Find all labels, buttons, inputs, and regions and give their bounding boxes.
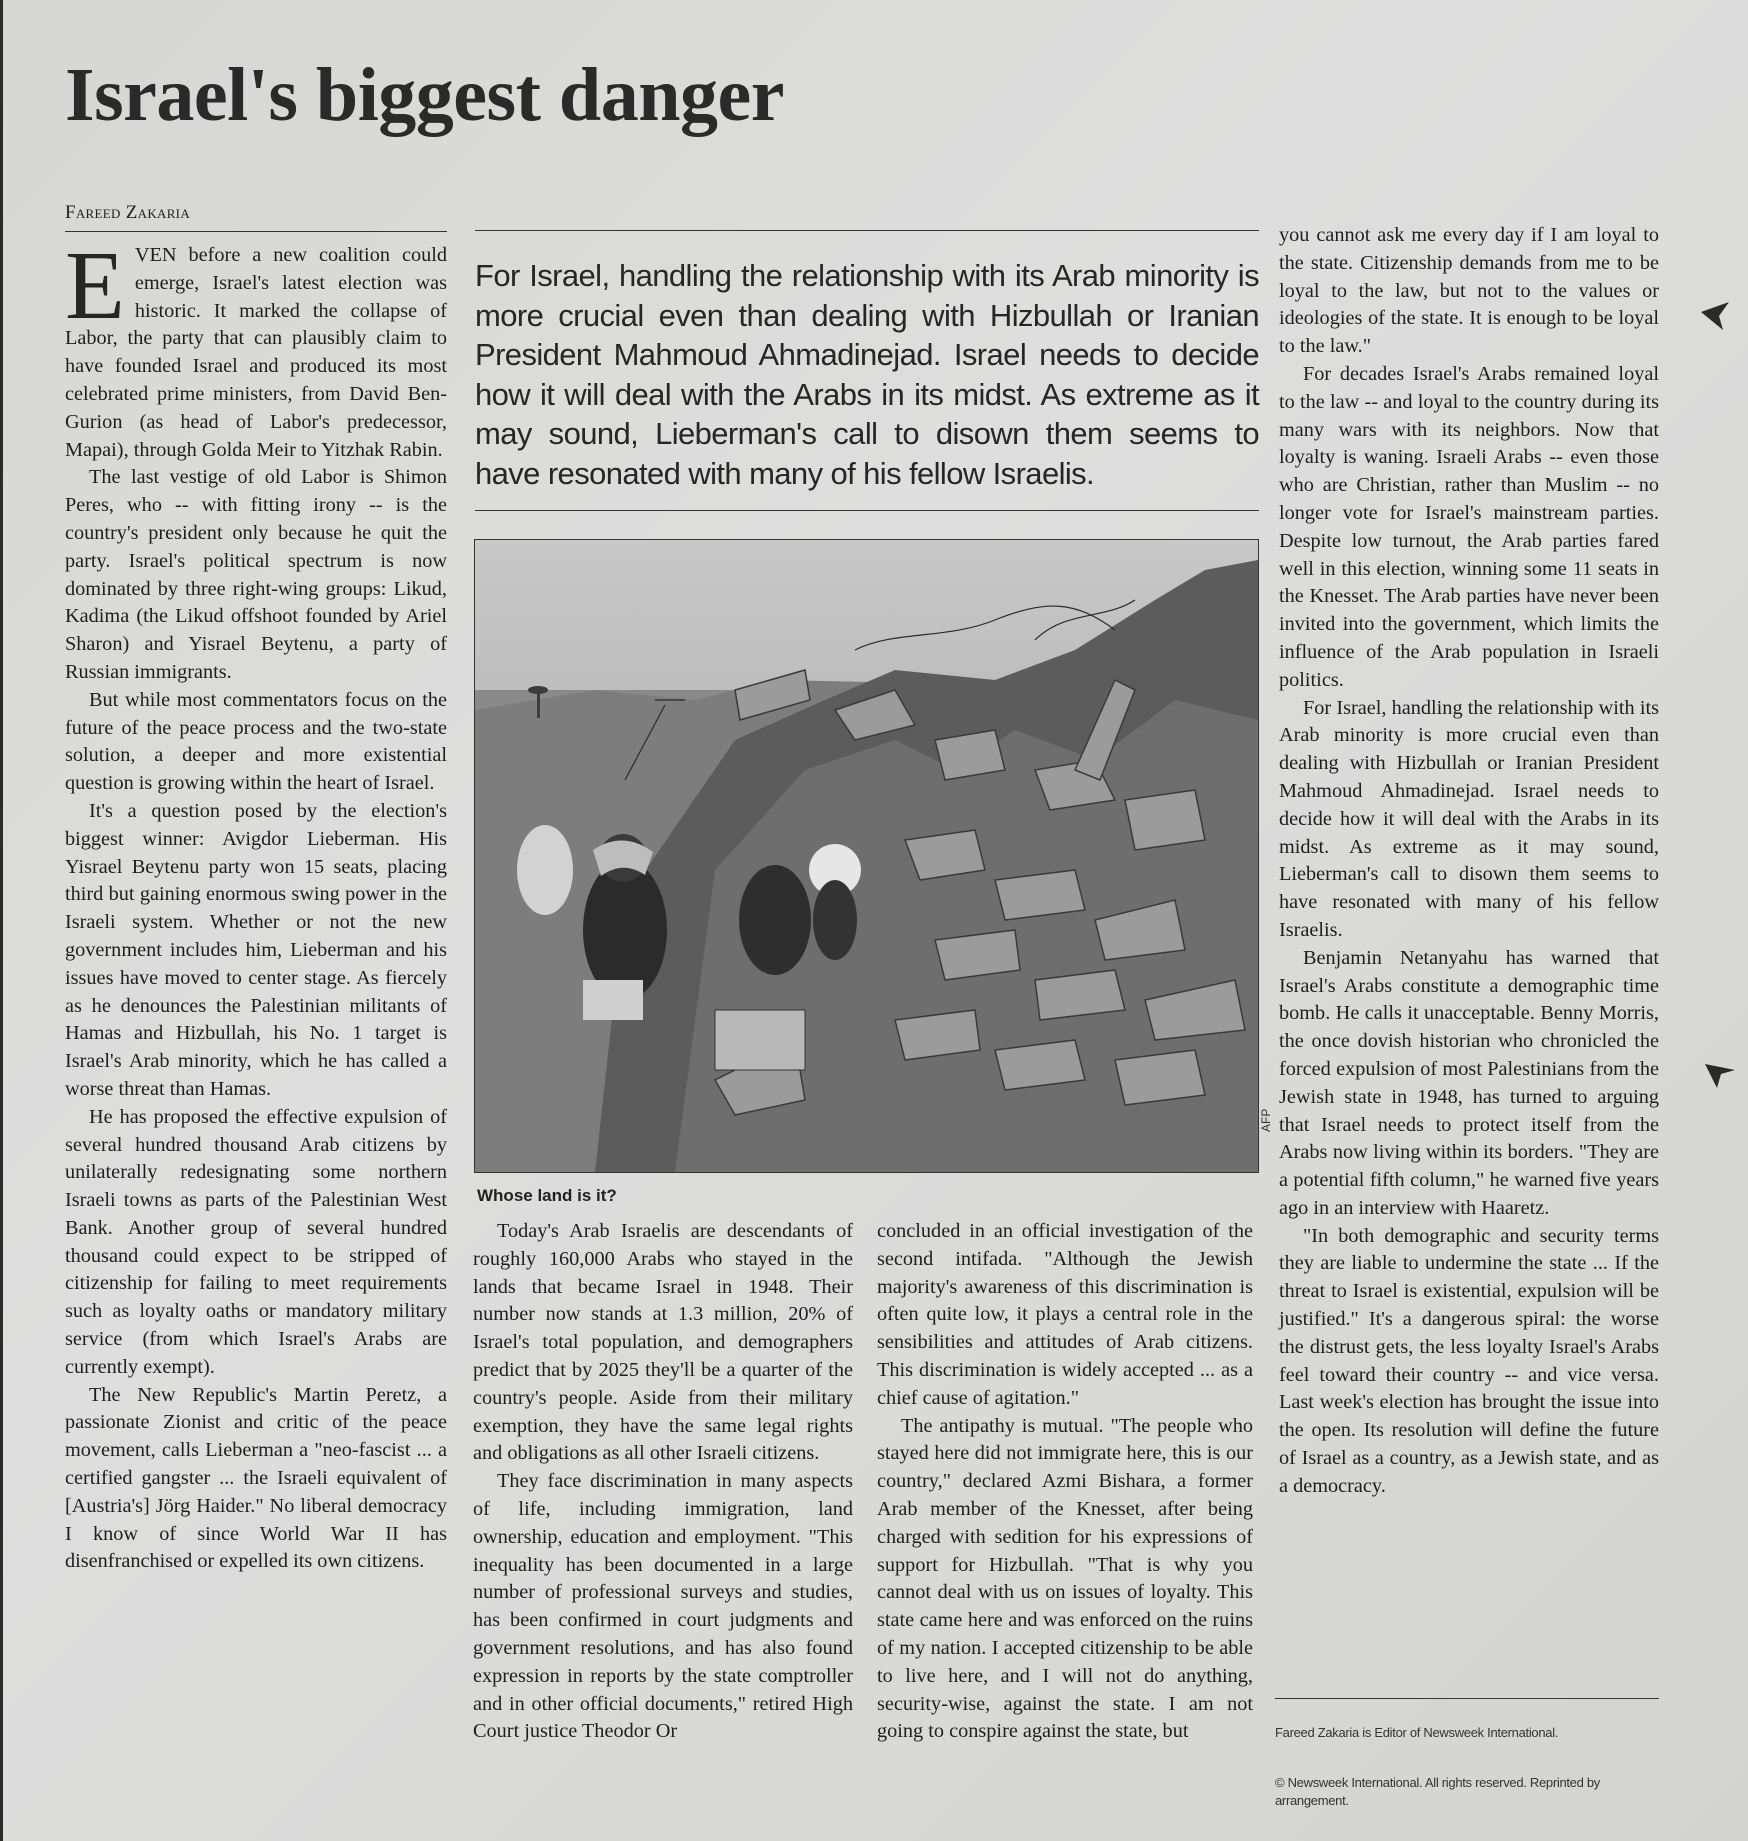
rubble-photo (474, 539, 1259, 1173)
photo-credit: AFP (1259, 1108, 1273, 1132)
drop-cap: E (65, 232, 125, 340)
paragraph: The New Republic's Martin Peretz, a passionate Zionist and critic of the peace movement, calls Lieberman a "neo-fascist ... a certified gangster ... the Israeli equivalent of [Austria's] Jörg Haider." No liberal democracy I know of since World War II has disenfranchised or expelled its own citizens. (65, 1383, 447, 1573)
headline: Israel's biggest danger (65, 53, 784, 137)
paragraph-continued: you cannot ask me every day if I am loyal to the state. Citizenship demands from me to be loyal to the law, but not to the values or ideologies of the state. It is enough to be loyal to the law." (1279, 224, 1659, 358)
paragraph: It's a question posed by the election's biggest winner: Avigdor Lieberman. His Yisrael Beytenu party won 15 seats, placing third but gaining enormous swing power in the Israeli system. Whether or not the new government includes him, Lieberman and his issues have moved to center stage. As fiercely as he denounces the Palestinian militants of Hamas and Hizbullah, his No. 1 target is Israel's Arab minority, which he has called a worse threat than Hamas. (65, 799, 447, 1100)
paragraph: He has proposed the effective expulsion of several hundred thousand Arab citizens by unilaterally redesignating some northern Israeli towns as parts of the Palestinian West Bank. Another group of several hundred thousand could expect to be stripped of citizenship for failing to meet requirements such as loyalty oaths or mandatory military service (from which Israel's Arabs are currently exempt). (65, 1105, 447, 1378)
byline: Fareed Zakaria (65, 202, 447, 232)
pushpin-icon (1703, 1058, 1737, 1092)
footnote-rule (1275, 1698, 1659, 1699)
paragraph: "In both demographic and security terms they are liable to undermine the state ... If the threat to Israel is existential, expulsion will be justified." It's a dangerous spiral: the worse the distrust gets, the less loyalty Israel's Arabs feel toward their country -- and vice versa. Last week's election has brought the issue into the open. Its resolution will define the future of Israel as a country, as a Jewish state, and as a democracy. (1279, 1224, 1659, 1497)
author-note: Fareed Zakaria is Editor of Newsweek International. (1275, 1725, 1559, 1740)
rubble-photo-illustration (475, 540, 1258, 1172)
paragraph: Today's Arab Israelis are descendants of roughly 160,000 Arabs who stayed in the lands that became Israel in 1948. Their number now stands at 1.3 million, 20% of Israel's total population, and demographers predict that by 2025 they'll be a quarter of the country's people. Aside from their military exemption, they have the same legal rights and obligations as all other Israeli citizens. (473, 1220, 853, 1465)
lead-paragraph (65, 232, 447, 464)
paragraph-continued: concluded in an official investigation of the second intifada. "Although the Jewish majority's awareness of this discrimination is often quite low, it plays a central role in the sensibilities and attitudes of Arab citizens. This discrimination is widely accepted ... as a chief cause of agitation." (877, 1220, 1253, 1409)
photo-caption: Whose land is it? (477, 1186, 617, 1205)
article-column-3 (877, 1218, 1253, 1746)
paragraph: For decades Israel's Arabs remained loyal to the law -- and loyal to the country during its many wars with its neighbors. Now that loyalty is waning. Israeli Arabs -- even those who are Christian, rather than Muslim -- no longer vote for Israel's mainstream parties. Despite low turnout, the Arab parties fared well in this election, winning some 11 seats in the Knesset. The Arab parties have never been invited into the government, which limits the influence of the Arab population in Israeli politics. (1279, 362, 1659, 691)
pull-quote-bottom-rule (475, 510, 1259, 511)
paragraph: They face discrimination in many aspects of life, including immigration, land ownership, education and employment. "This inequality has been documented in a large number of professional surveys and studies, has been confirmed in court judgments and government resolutions, and has also found expression in reports by the state comptroller and in other official documents," retired High Court justice Theodor Or (473, 1470, 853, 1743)
article-column-2 (473, 1218, 853, 1746)
paragraph: But while most commentators focus on the future of the peace process and the two-state solution, a deeper and more existential question is growing within the heart of Israel. (65, 688, 447, 795)
pull-quote: For Israel, handling the relationship with its Arab minority is more crucial even than dealing with Hizbullah or Iranian President Mahmoud Ahmadinejad. Israel needs to decide how it will deal with the Arabs in its midst. As extreme as it may sound, Lieberman's call to disown them seems to have resonated with many of his fellow Israelis. (475, 258, 1259, 491)
pull-quote-top-rule (475, 230, 1259, 231)
pushpin-icon (1699, 298, 1733, 332)
article-column-1 (65, 232, 447, 1576)
paragraph: The antipathy is mutual. "The people who stayed here did not immigrate here, this is our country," declared Azmi Bishara, a former Arab member of the Knesset, after being charged with sedition for his expressions of support for Hizbullah. "That is why you cannot deal with us on issues of loyalty. This state came here and was enforced on the ruins of my nation. I accepted citizenship to be able to live here, and I will not do anything, security-wise, against the state. I am not going to conspire against the state, but (877, 1414, 1253, 1743)
copyright-note: © Newsweek International. All rights reserved. Reprinted by arrangement. (1275, 1775, 1600, 1808)
paragraph: For Israel, handling the relationship with its Arab minority is more crucial even than dealing with Hizbullah or Iranian President Mahmoud Ahmadinejad. Israel needs to decide how it will deal with the Arabs in its midst. As extreme as it may sound, Lieberman's call to disown them seems to have resonated with many of his fellow Israelis. (1279, 696, 1659, 941)
article-column-4 (1279, 222, 1659, 1501)
paragraph: Benjamin Netanyahu has warned that Israel's Arabs constitute a demographic time bomb. He calls it unacceptable. Benny Morris, the once dovish historian who chronicled the forced expulsion of most Palestinians from the Jewish state in 1948, has turned to arguing that Israel needs to protect itself from the Arabs now living within its borders. "They are a potential fifth column," he warned five years ago in an interview with Haaretz. (1279, 946, 1659, 1219)
paragraph: The last vestige of old Labor is Shimon Peres, who -- with fitting irony -- is the country's president only because he quit the party. Israel's political spectrum is now dominated by three right-wing groups: Likud, Kadima (the Likud offshoot founded by Ariel Sharon) and Yisrael Beytenu, a party of Russian immigrants. (65, 466, 447, 683)
lead-paragraph-text: VEN before a new coalition could emerge, Israel's latest election was historic. It marked the collapse of Labor, the party that can plausibly claim to have founded Israel and produced its most celebrated prime ministers, from David Ben-Gurion (as head of Labor's predecessor, Mapai), through Golda Meir to Yitzhak Rabin. (65, 244, 447, 461)
